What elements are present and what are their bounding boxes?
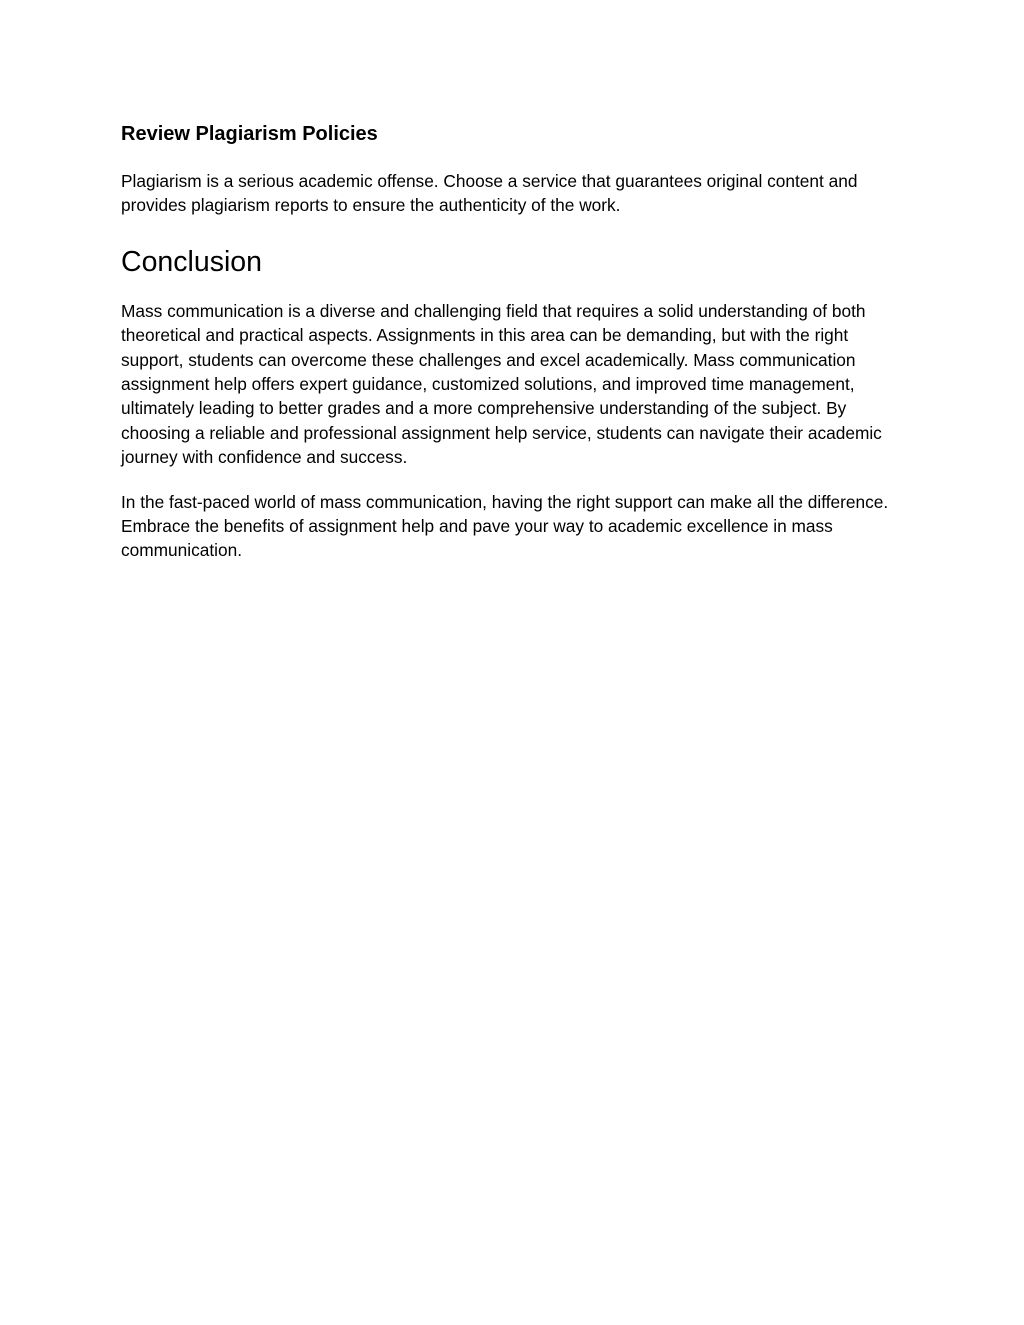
- paragraph-plagiarism: Plagiarism is a serious academic offense. Choose a service that guarantees original content and provides plagiarism reports to ensure the authenticity of the work.: [121, 171, 858, 216]
- paragraph-conclusion-2: In the fast-paced world of mass communication, having the right support can make all the difference. Embrace the benefits of assignment help and pave your way to academic excellence in mass communication.: [121, 491, 889, 561]
- section-heading-conclusion: Conclusion: [121, 245, 262, 278]
- paragraph-conclusion-1: Mass communication is a diverse and challenging field that requires a solid understanding of both theoretical and practical aspects. Assignments in this area can be demanding, but with the right support, students can overcome these challenges and excel academically. Mass communication assignment help offers expert guidance, customized solutions, and improved time management, ultimately leading to better grades and a more comprehensive understanding of the subject. By choosing a reliable and professional assignment help service, students can navigate their academic journey with confidence and success.: [121, 300, 882, 468]
- document-body: [121, 120, 906, 563]
- section-subheading-plagiarism: Review Plagiarism Policies: [121, 123, 378, 145]
